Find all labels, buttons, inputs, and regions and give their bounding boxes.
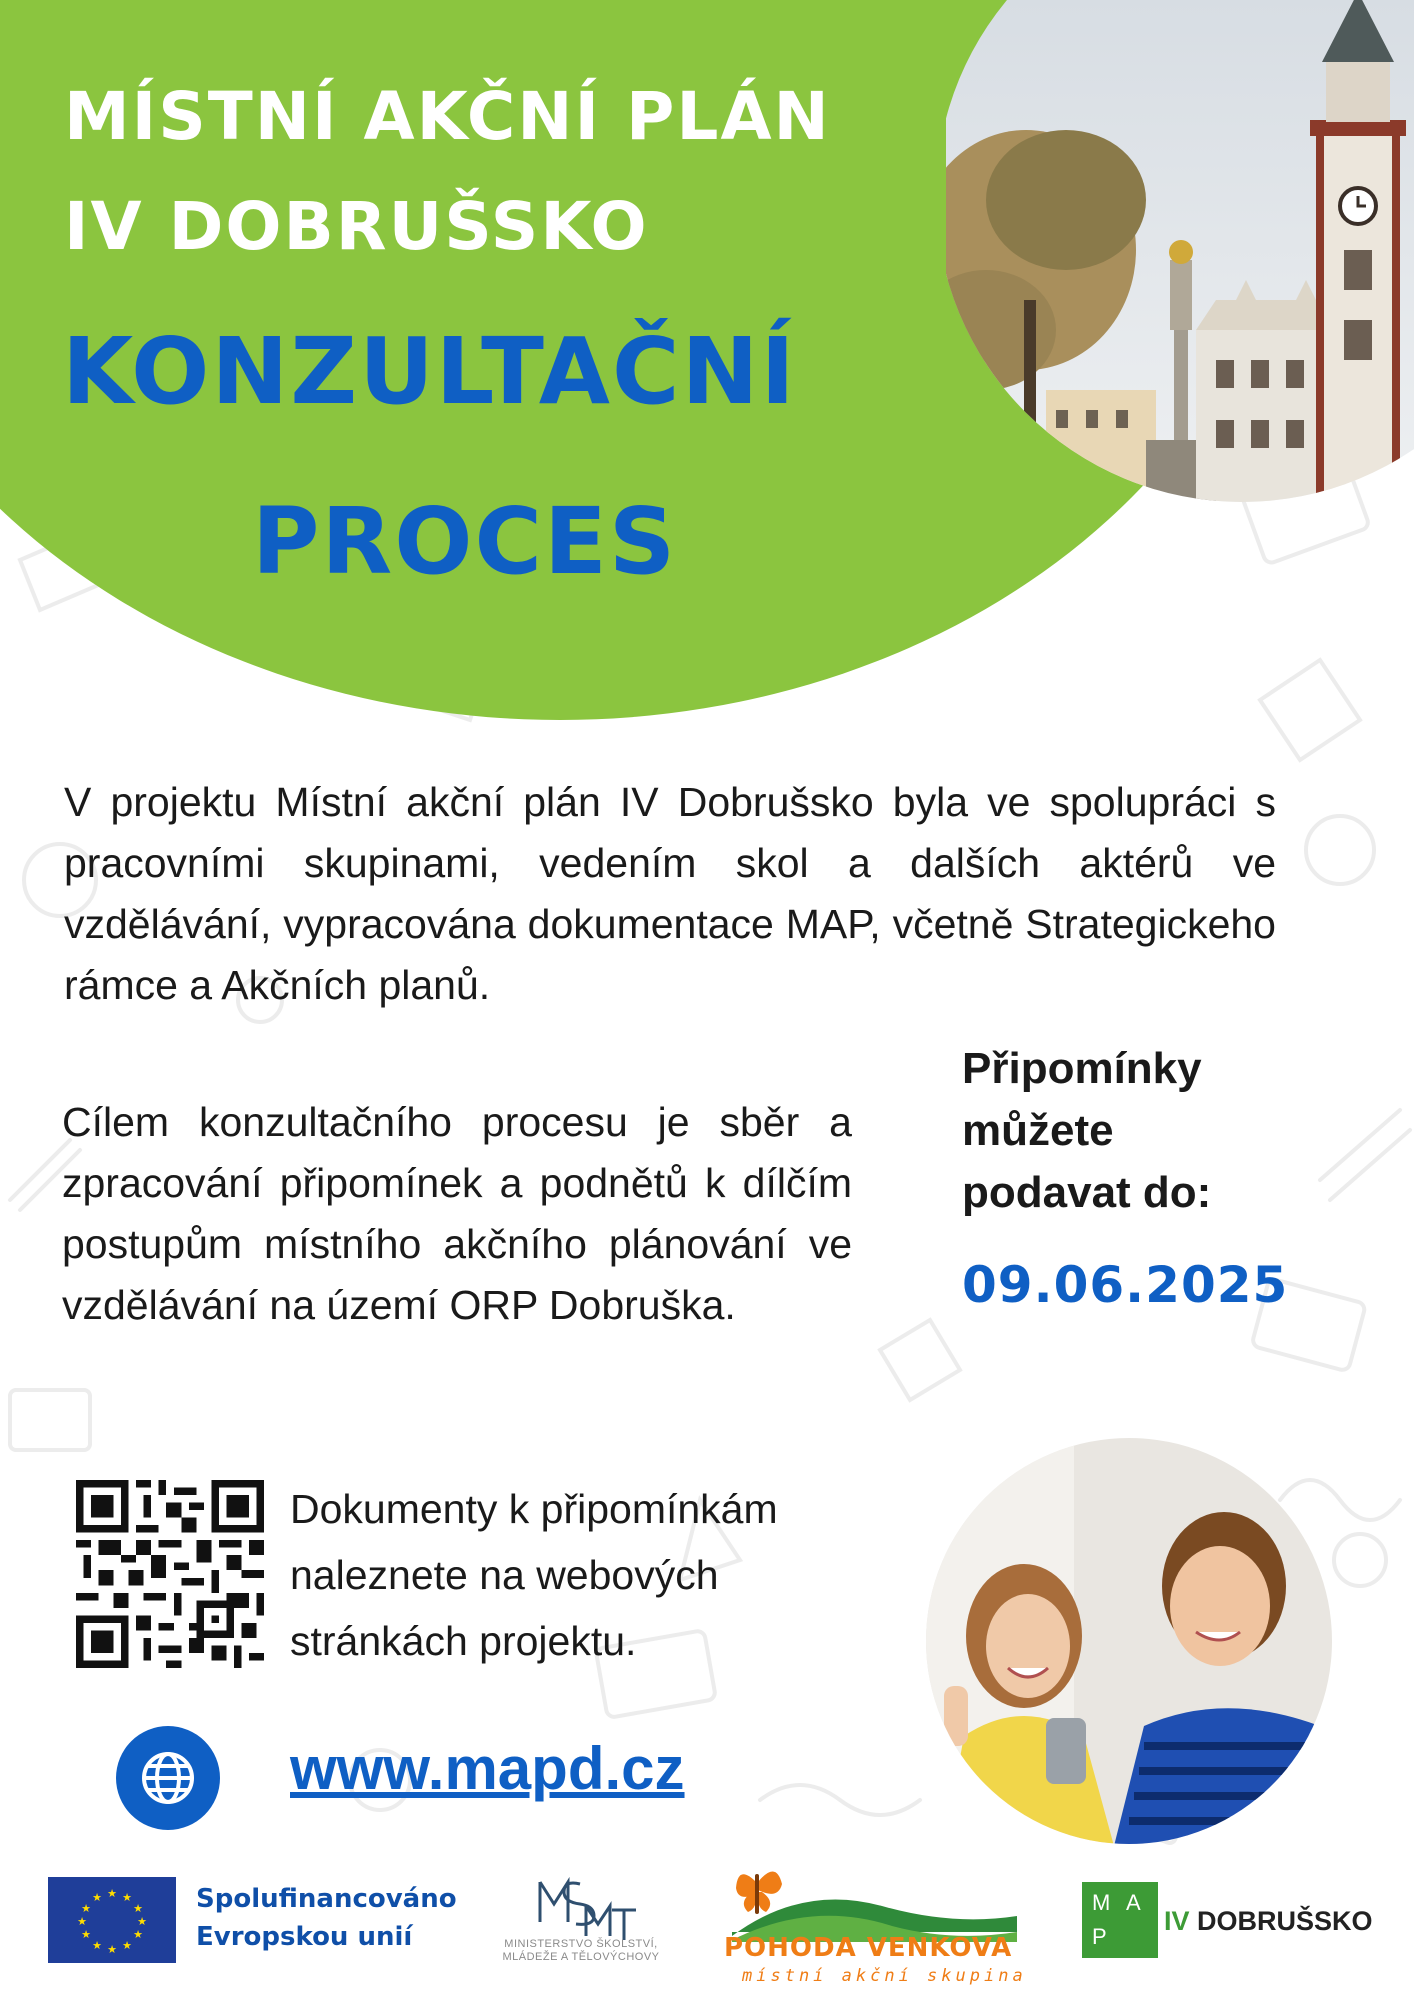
deadline-date: 09.06.2025 [962,1256,1289,1314]
children-photo [924,1436,1334,1846]
title-line-2: IV DOBRUŠSKO [64,188,649,265]
eu-line-2: Evropskou unií [196,1922,413,1952]
globe-button[interactable] [116,1726,220,1830]
svg-text:★: ★ [92,1939,102,1952]
svg-text:★: ★ [107,1887,117,1900]
title-line-1: MÍSTNÍ AKČNÍ PLÁN [64,78,831,155]
qr-code[interactable] [76,1480,264,1668]
subtitle-line-1: KONZULTAČNÍ [62,318,797,425]
intro-paragraph: V projektu Místní akční plán IV Dobrušsko byla ve spolupráci s pracovními skupinami, vedením skol a dalších aktérů ve vzdělávání, vypracována dokumentace MAP, včetně Strategickeho rámce a Akčních planů. [64,779,1276,1008]
town-square-photo [946,0,1414,506]
map-letter-p: P [1092,1924,1107,1949]
svg-text:★: ★ [133,1902,143,1915]
svg-text:★: ★ [122,1939,132,1952]
svg-text:★: ★ [81,1902,91,1915]
svg-text:★: ★ [137,1915,147,1928]
eu-cofunding-text [196,1880,457,1956]
documents-text: Dokumenty k připomínkám naleznete na webových stránkách projektu. [290,1486,778,1664]
map-name: DOBRUŠSKO [1197,1906,1373,1936]
globe-icon [138,1748,198,1808]
subtitle-line-2: PROCES [252,488,678,595]
website-link[interactable]: www.mapd.cz [290,1735,685,1802]
svg-text:★: ★ [92,1891,102,1904]
map-logo-box [1082,1882,1158,1958]
map-letter-m: M [1092,1890,1111,1915]
pohoda-title: POHODA VENKOVA [724,1933,1013,1963]
svg-text:★: ★ [81,1928,91,1941]
map-iv: IV [1164,1906,1190,1936]
map-letter-a: A [1126,1890,1141,1915]
goal-paragraph: Cílem konzultačního procesu je sběr a zpracování připomínek a podnětů k dílčím postupům místního akčního plánování ve vzdělávání na území ORP Dobruška. [62,1099,852,1328]
pohoda-subtitle: místní akční skupina [742,1966,1027,1986]
svg-text:★: ★ [77,1915,87,1928]
map-dobrusko-text [1164,1906,1373,1937]
svg-text:★: ★ [122,1891,132,1904]
svg-text:★: ★ [133,1928,143,1941]
deadline-label: Připomínky můžete podavat do: [962,1044,1212,1217]
eu-line-1: Spolufinancováno [196,1884,457,1914]
svg-text:★: ★ [107,1943,117,1956]
msmt-caption: MINISTERSTVO ŠKOLSTVÍ, MLÁDEŽE A TĚLOVÝCHOVY [502,1938,660,1963]
eu-flag-logo [48,1877,176,1963]
